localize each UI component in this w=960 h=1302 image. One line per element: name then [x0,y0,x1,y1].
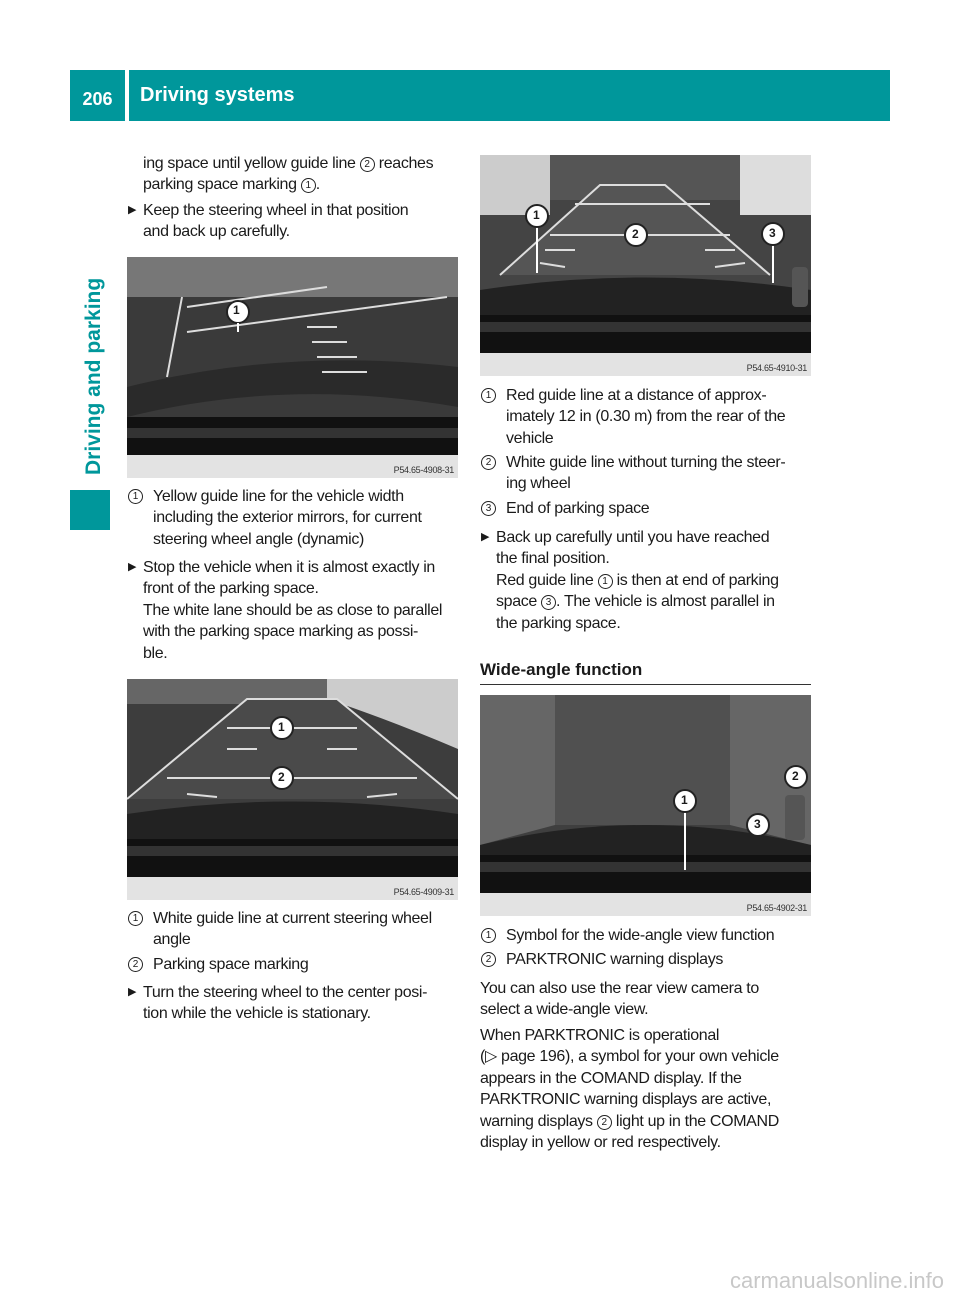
text: space [496,593,542,611]
callout-number: 3 [481,501,496,516]
legend-item-2 [481,949,723,970]
figure-code: P54.65-4910-31 [746,363,807,373]
intro-text [143,153,433,196]
callout-label: 1 [533,208,540,222]
legend-item-1 [128,486,422,550]
step-stop-vehicle [128,557,442,664]
legend-item-1 [128,908,432,951]
paragraph-wide-angle [480,978,759,1021]
section-title: Driving systems [129,70,890,121]
step-arrow-icon: ▶ [128,986,137,998]
text-line: the final position. [496,550,610,568]
callout-label: 3 [769,226,776,240]
callout-label: 3 [754,817,761,831]
text-line: Turn the steering wheel to the center posi- [143,984,428,1001]
camera-view-illustration [127,257,458,478]
text-line: You can also use the rear view camera to [480,980,759,997]
legend-item-2 [481,452,785,495]
text-line: the parking space. [496,614,621,632]
text-line: ing wheel [506,475,571,493]
callout-number: 1 [128,489,143,504]
text-line: ble. [143,644,168,662]
text-line: select a wide-angle view. [480,1001,649,1019]
text-line: Stop the vehicle when it is almost exactly in [143,559,435,576]
text-line: including the exterior mirrors, for current [153,509,422,527]
camera-image-2 [127,679,458,900]
page-number: 206 [70,70,125,121]
page-reference[interactable]: (▷ page 196), a symbol for your own vehicle [480,1048,779,1066]
callout-number: 1 [481,928,496,943]
text-line: Symbol for the wide-angle view function [506,927,775,944]
camera-image-1 [127,257,458,478]
figure-code: P54.65-4908-31 [393,465,454,475]
camera-view-illustration [480,695,811,916]
text-line: Back up carefully until you have reached [496,529,770,546]
callout-label: 2 [278,770,285,784]
text: Red guide line [496,571,598,589]
text: is then at end of parking [612,571,779,589]
callout-label: 1 [681,793,688,807]
figure-code: P54.65-4902-31 [746,903,807,913]
callout-number: 1 [598,574,613,589]
text-line: End of parking space [506,500,650,517]
text-line: front of the parking space. [143,580,319,598]
step-arrow-icon: ▶ [128,561,137,573]
text-line: Yellow guide line for the vehicle width [153,488,404,505]
paragraph-parktronic [480,1025,779,1153]
text-line: When PARKTRONIC is operational [480,1027,720,1044]
text-line: imately 12 in (0.30 m) from the rear of the [506,408,786,426]
text-line: White guide line at current steering wheel [153,910,432,927]
text-line: angle [153,931,191,949]
text: ing space until yellow guide line [143,155,360,172]
text: . The vehicle is almost parallel in [556,593,775,611]
text-line: Parking space marking [153,956,309,973]
text-line: Keep the steering wheel in that position [143,202,409,219]
text-line: PARKTRONIC warning displays [506,951,723,968]
callout-label: 2 [632,227,639,241]
text-line: White guide line without turning the steer- [506,454,786,471]
figure-code: P54.65-4909-31 [393,887,454,897]
text: parking space marking [143,176,301,194]
callout-label: 2 [792,769,799,783]
callout-number: 2 [360,157,375,172]
chapter-tab: Driving and parking [82,277,105,475]
camera-image-3 [480,155,811,376]
callout-number: 2 [481,952,496,967]
text-line: PARKTRONIC warning displays are active, [480,1091,772,1109]
text-line: and back up carefully. [143,223,290,241]
callout-number: 2 [597,1115,612,1130]
step-arrow-icon: ▶ [128,204,137,216]
camera-view-illustration [127,679,458,900]
step-center-wheel [128,982,427,1025]
text: . [315,176,320,194]
callout-label: 1 [233,303,240,317]
legend-item-2 [128,954,308,975]
chapter-marker [70,490,110,530]
step-keep-wheel [128,200,408,243]
callout-number: 3 [541,595,556,610]
step-arrow-icon: ▶ [481,531,490,543]
camera-view-illustration [480,155,811,377]
camera-image-4 [480,695,811,916]
text-line: Red guide line at a distance of approx- [506,387,767,404]
text-line: The white lane should be as close to parallel [143,601,443,619]
text-line: tion while the vehicle is stationary. [143,1005,371,1023]
legend-item-1 [481,925,774,946]
callout-number: 1 [481,388,496,403]
text: warning displays [480,1112,597,1130]
step-back-up [481,527,779,634]
text-line: appears in the COMAND display. If the [480,1069,742,1087]
text-line: vehicle [506,429,554,447]
text-line: steering wheel angle (dynamic) [153,530,364,548]
legend-item-1 [481,385,785,449]
watermark: carmanualsonline.info [729,1268,944,1293]
text-line: display in yellow or red respectively. [480,1133,721,1151]
callout-number: 1 [301,178,316,193]
callout-number: 2 [128,957,143,972]
text: reaches [374,155,434,172]
section-heading: Wide-angle function [480,660,811,685]
text: light up in the COMAND [611,1112,779,1130]
callout-number: 2 [481,455,496,470]
text-line: with the parking space marking as possi- [143,623,419,641]
callout-label: 1 [278,720,285,734]
callout-number: 1 [128,911,143,926]
legend-item-3 [481,498,649,519]
